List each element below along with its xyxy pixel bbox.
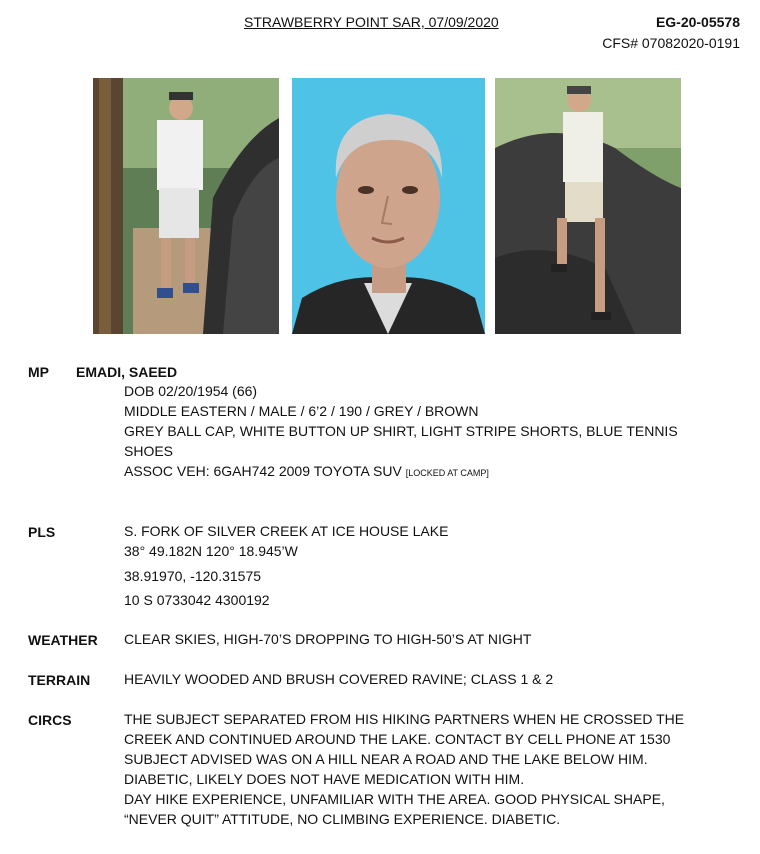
cfs-number: CFS# 07082020-0191 (602, 35, 740, 51)
subject-portrait (292, 78, 485, 334)
vehicle-note: [LOCKED AT CAMP] (405, 468, 489, 478)
terrain-label: TERRAIN (28, 672, 91, 688)
weather-text: CLEAR SKIES, HIGH-70’S DROPPING TO HIGH-50’S AT NIGHT (124, 631, 532, 647)
terrain-text: HEAVILY WOODED AND BRUSH COVERED RAVINE; CLASS 1 & 2 (124, 671, 554, 687)
circs-line3: SUBJECT ADVISED WAS ON A HILL NEAR A ROAD AND THE LAKE BELOW HIM. (124, 751, 648, 767)
pls-location: S. FORK OF SILVER CREEK AT ICE HOUSE LAKE (124, 523, 449, 539)
pls-label: PLS (28, 524, 56, 540)
circs-line5: DAY HIKE EXPERIENCE, UNFAMILIAR WITH THE AREA. GOOD PHYSICAL SHAPE, (124, 791, 665, 807)
mp-label: MP (28, 364, 49, 380)
subject-clothing-line1: GREY BALL CAP, WHITE BUTTON UP SHIRT, LIGHT STRIPE SHORTS, BLUE TENNIS (124, 423, 678, 439)
pls-coords-dm: 38° 49.182N 120° 18.945’W (124, 543, 298, 559)
subject-vehicle (124, 461, 489, 483)
subject-clothing-line2: SHOES (124, 443, 174, 459)
vehicle-text: ASSOC VEH: 6GAH742 2009 TOYOTA SUV (124, 463, 402, 479)
subject-photo-hiking-left (93, 78, 279, 334)
subject-dob: DOB 02/20/1954 (66) (124, 383, 258, 399)
circs-line6: “NEVER QUIT” ATTITUDE, NO CLIMBING EXPERIENCE. DIABETIC. (124, 811, 561, 827)
case-number: EG-20-05578 (655, 14, 740, 30)
pls-coords-dd: 38.91970, -120.31575 (124, 568, 262, 584)
pls-utm: 10 S 0733042 4300192 (124, 592, 270, 608)
subject-name: EMADI, SAEED (76, 364, 178, 380)
circs-line2: CREEK AND CONTINUED AROUND THE LAKE. CONTACT BY CELL PHONE AT 1530 (124, 731, 671, 747)
weather-label: WEATHER (28, 632, 98, 648)
circs-line4: DIABETIC, LIKELY DOES NOT HAVE MEDICATION WITH HIM. (124, 771, 525, 787)
circs-label: CIRCS (28, 712, 72, 728)
subject-photo-hiking-right (495, 78, 681, 334)
subject-description: MIDDLE EASTERN / MALE / 6’2 / 190 / GREY / BROWN (124, 403, 479, 419)
circs-line1: THE SUBJECT SEPARATED FROM HIS HIKING PARTNERS WHEN HE CROSSED THE (124, 711, 685, 727)
report-title: STRAWBERRY POINT SAR, 07/09/2020 (244, 14, 499, 30)
